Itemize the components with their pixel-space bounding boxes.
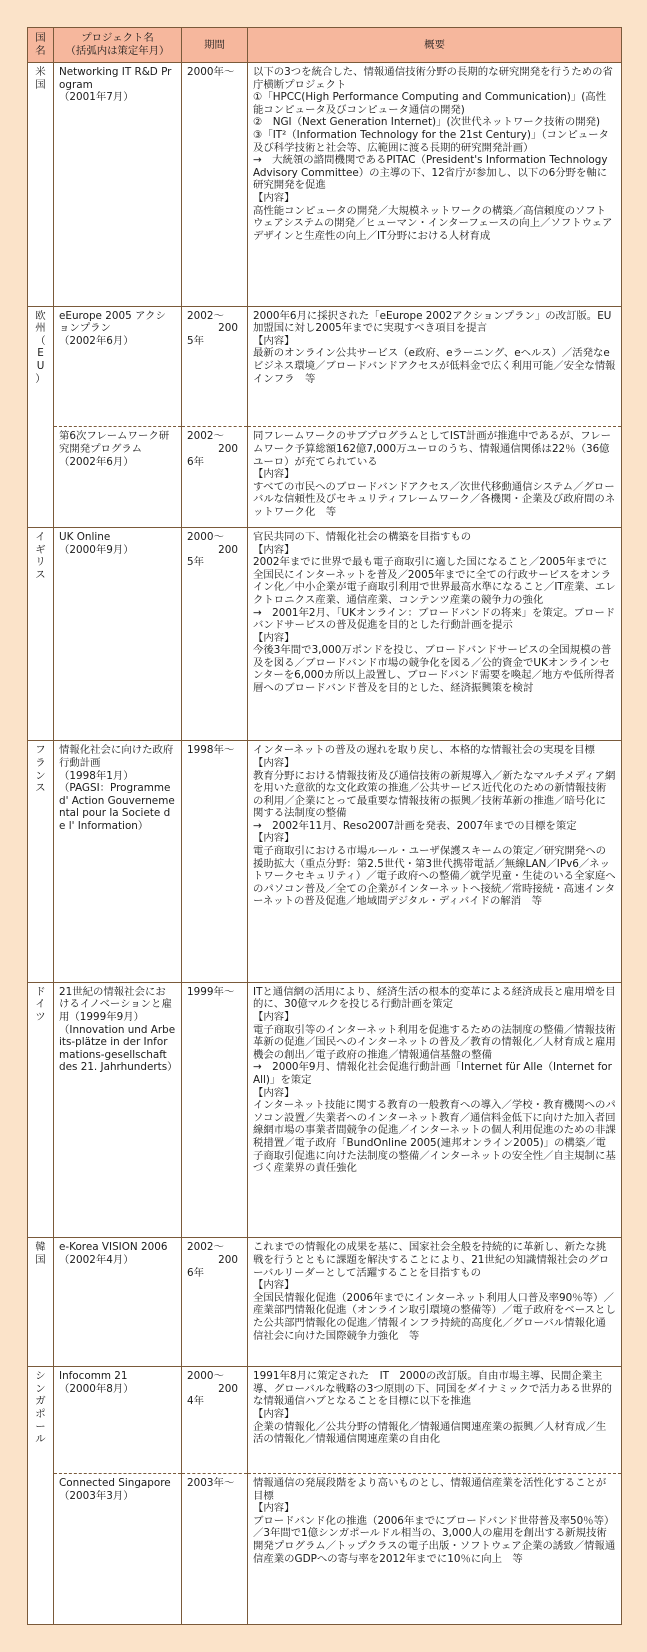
header-row	[28, 28, 622, 63]
country-char: （	[35, 334, 46, 347]
country-cell-uk	[28, 527, 54, 740]
country-char: 国	[35, 1254, 46, 1267]
project-name: UK Online （2000年9月）	[54, 527, 182, 740]
table-row-france	[28, 741, 622, 983]
country-char: ド	[35, 985, 46, 998]
project-name: Infocomm 21 （2000年8月）	[54, 1367, 182, 1474]
country-char: ス	[35, 782, 46, 795]
country-char: 州	[35, 322, 46, 335]
country-char: シ	[35, 1370, 46, 1383]
project-summary: 同フレームワークのサブプログラムとしてIST計画が推進中であるが、フレームワーク予算総額162億7,000万ユーロのうち、情報通信関係は22％（36億ユーロ）が充てられている 【内容】 すべての市民へのブロードバンドアクセス／次世代移動通信システム／グローバルな信頼性及びセキュリティフレームワーク／各機関・企業及び政府間のネットワーク化 等	[248, 427, 622, 528]
table-row-uk	[28, 527, 622, 740]
project-summary: 2000年6月に採択された「eEurope 2002アクションプラン」の改訂版。EU加盟国に対し2005年までに実現すべき項目を提言 【内容】 最新のオンライン公共サービス（e政府、eラーニング、eヘルス）／活発なe ビジネス環境／ブロードバンドアクセスが低料金で広く利用可能／安全な情報インフラ 等	[248, 306, 622, 427]
table-row-eu-1	[28, 306, 622, 427]
project-name: Connected Singapore （2003年3月）	[54, 1473, 182, 1624]
project-period: 2002～ 2006年	[182, 427, 248, 528]
table-row-singapore-1	[28, 1367, 622, 1474]
country-char: ー	[35, 1420, 46, 1433]
project-name: 情報化社会に向けた政府行動計画 （1998年1月） （PAGSI：Programme d' Action Gouvernemental pour la Societe de l' Information）	[54, 741, 182, 983]
country-char: イ	[35, 530, 46, 543]
project-name: 21世紀の情報社会におけるイノベーションと雇用（1999年9月） （Innovation und Arbeits-plätze in der Informations-gesellschaft des 21. Jahrhunderts）	[54, 982, 182, 1238]
project-period: 1998年～	[182, 741, 248, 983]
country-cell-eu	[28, 306, 54, 527]
project-period: 1999年～	[182, 982, 248, 1238]
header-country: 国名	[28, 28, 54, 63]
country-cell-germany	[28, 982, 54, 1238]
country-char: フ	[35, 744, 46, 757]
project-summary: 1991年8月に策定された IT 2000の改訂版。自由市場主導、民間企業主導、グローバルな戦略の3つ原則の下、同国をダイナミックで活力ある世界的な情報通信ハブとなることを目標に以下を推進 【内容】 企業の情報化／公共分野の情報化／情報通信関連産業の振興／人材育成／生活の情報化／情報通信関連産業の自由化	[248, 1367, 622, 1474]
project-summary: 以下の3つを統合した、情報通信技術分野の長期的な研究開発を行うための省庁横断プロジェクト ①「HPCC(High Performance Computing and Communication)」(高性能コンピュータ及びコンピュータ通信の開発) ② NGI（Next Generation Internet)」(次世代ネットワーク技術の開発) ③「IT²（Information Technology for the 21st Century)」（コンピュータ及び科学技術と社会等、広範囲に渡る長期的研究開発計画） → 大統領の諮問機関であるPITAC（President's Information Technology Advisory Committee）の主導の下、12省庁が参加し、以下の6分野を軸に研究開発を促進 【内容】 高性能コンピュータの開発／大規模ネットワークの構築／高信頼度のソフトウェアシステムの開発／ヒューマン・インターフェースの向上／ソフトウェアデザインと生産性の向上／IT分野における人材育成	[248, 63, 622, 307]
country-char: ポ	[35, 1408, 46, 1421]
country-cell-usa	[28, 63, 54, 307]
project-summary: 情報通信の発展段階をより高いものとし、情報通信産業を活性化することが目標 【内容】 ブロードバンド化の推進（2006年までにブロードバンド世帯普及率50％等）／3年間で1億シンガポールドル相当の、3,000人の雇用を創出する新規技術開発プログラム／トップクラスの電子出版・ソフトウェア企業の誘致／情報通信産業のGDPへの寄与率を2012年までに10％に向上 等	[248, 1473, 622, 1624]
header-project: プロジェクト名 （括弧内は策定年月）	[54, 28, 182, 63]
table-row-germany	[28, 982, 622, 1238]
country-char: リ	[35, 556, 46, 569]
country-char: E	[37, 347, 44, 360]
country-char: ン	[35, 1382, 46, 1395]
project-name: eEurope 2005 アクションプラン （2002年6月）	[54, 306, 182, 427]
project-summary: インターネットの普及の遅れを取り戻し、本格的な情報社会の実現を目標 【内容】 教育分野における情報技術及び通信技術の新規導入／新たなマルチメディア網を用いた意欲的な文化政策の推進／公共サービス近代化のための新情報技術の利用／企業にとって最重要な情報技術の振興／技術革新の推進／暗号化に関する法制度の整備 → 2002年11月、Reso2007計画を発表、2007年までの目標を策定 【内容】 電子商取引における市場ルール・ユーザ保護スキームの策定／研究開発への援助拡大（重点分野：第2.5世代・第3世代携帯電話／無線LAN／IPv6／ネットワークセキュリティ）／電子政府への整備／就学児童・生徒のいる全家庭へのパソコン普及／全ての企業がインターネットへ接続／常時接続・高速インターネットの普及促進／地域間デジタル・ディバイドの解消 等	[248, 741, 622, 983]
project-period: 2002～ 2006年	[182, 1238, 248, 1367]
project-period: 2002～ 2005年	[182, 306, 248, 427]
project-period: 2000～ 2004年	[182, 1367, 248, 1474]
country-char: ス	[35, 568, 46, 581]
country-char: U	[36, 359, 45, 372]
country-char: ル	[35, 1433, 46, 1446]
country-char: ）	[35, 372, 46, 385]
it-policy-table	[27, 27, 622, 1625]
country-char: ツ	[35, 1011, 46, 1024]
project-period: 2003年～	[182, 1473, 248, 1624]
country-cell-france	[28, 741, 54, 983]
country-cell-singapore	[28, 1367, 54, 1625]
country-cell-korea	[28, 1238, 54, 1367]
header-period: 期間	[182, 28, 248, 63]
project-summary: これまでの情報化の成果を基に、国家社会全般を持続的に革新し、新たな挑戦を行うとともに課題を解決することにより、21世紀の知識情報社会のグローバルリーダーとして活躍することを目指すもの 【内容】 全国民情報化促進（2006年までにインターネット利用人口普及率90％等）／産業部門情報化促進（オンライン取引環境の整備等）／電子政府をベースとした公共部門情報化の促進／情報インフラ持続的高度化／グローバル情報化通信社会に向けた国際競争力強化 等	[248, 1238, 622, 1367]
country-char: ガ	[35, 1395, 46, 1408]
policy-table-frame	[27, 27, 621, 1625]
project-period: 2000年～	[182, 63, 248, 307]
project-name: 第6次フレームワーク研究開発プログラム （2002年6月）	[54, 427, 182, 528]
country-char: 米	[35, 66, 46, 78]
header-summary: 概要	[248, 28, 622, 63]
table-row-usa	[28, 63, 622, 307]
table-row-korea	[28, 1238, 622, 1367]
project-summary: ITと通信網の活用により、経済生活の根本的変革による経済成長と雇用増を目的に、30億マルクを投じる行動計画を策定 【内容】 電子商取引等のインターネット利用を促進するための法制度の整備／情報技術革新の促進／国民へのインターネットの普及／教育の情報化／人材育成と雇用機会の創出／電子政府の推進／情報通信基盤の整備 → 2000年9月、情報化社会促進行動計画「Internet für Alle（Internet for All)」を策定 【内容】 インターネット技能に関する教育の一般教育への導入／学校・教育機関へのパソコン設置／失業者へのインターネット教育／通信料金低下に向けた加入者回線網市場の事業者間競争の促進／インターネットの個人利用促進のための非課税措置／電子政府「BundOnline 2005(連邦オンライン2005)」の構築／電子商取引促進に向けた法制度の整備／インターネットの安全性／自主規制に基づく産業界の責任強化	[248, 982, 622, 1238]
project-period: 2000～ 2005年	[182, 527, 248, 740]
table-row-eu-2	[28, 427, 622, 528]
country-char: 韓	[35, 1241, 46, 1254]
country-char: イ	[35, 998, 46, 1011]
country-char: 欧	[35, 309, 46, 322]
project-name: e-Korea VISION 2006 （2002年4月）	[54, 1238, 182, 1367]
project-summary: 官民共同の下、情報化社会の構築を目指すもの 【内容】 2002年までに世界で最も電子商取引に適した国になること／2005年までに全国民にインターネットを普及／2005年までに全ての行政サービスをオンライン化／中小企業が電子商取引利用で世界最高水準になること／IT産業、エレクトロニクス産業、通信産業、コンテンツ産業の競争力の強化 → 2001年2月、「UKオンライン：ブロードバンドの将来」を策定。ブロードバンドサービスの普及促進を目的とした行動計画を提示 【内容】 今後3年間で3,000万ポンドを投じ、ブロードバンドサービスの全国規模の普及を図る／ブロードバンド市場の競争化を図る／公的資金でUKオンラインセンターを6,000カ所以上設置し、ブロードバンド需要を喚起／地方や低所得者層へのブロードバンド普及を目的とした、経済振興策を検討	[248, 527, 622, 740]
country-char: ギ	[35, 543, 46, 556]
country-char: ン	[35, 769, 46, 782]
country-char: ラ	[35, 756, 46, 769]
project-name: Networking IT R&D Program （2001年7月）	[54, 63, 182, 307]
country-char: 国	[35, 78, 46, 91]
table-row-singapore-2	[28, 1473, 622, 1624]
